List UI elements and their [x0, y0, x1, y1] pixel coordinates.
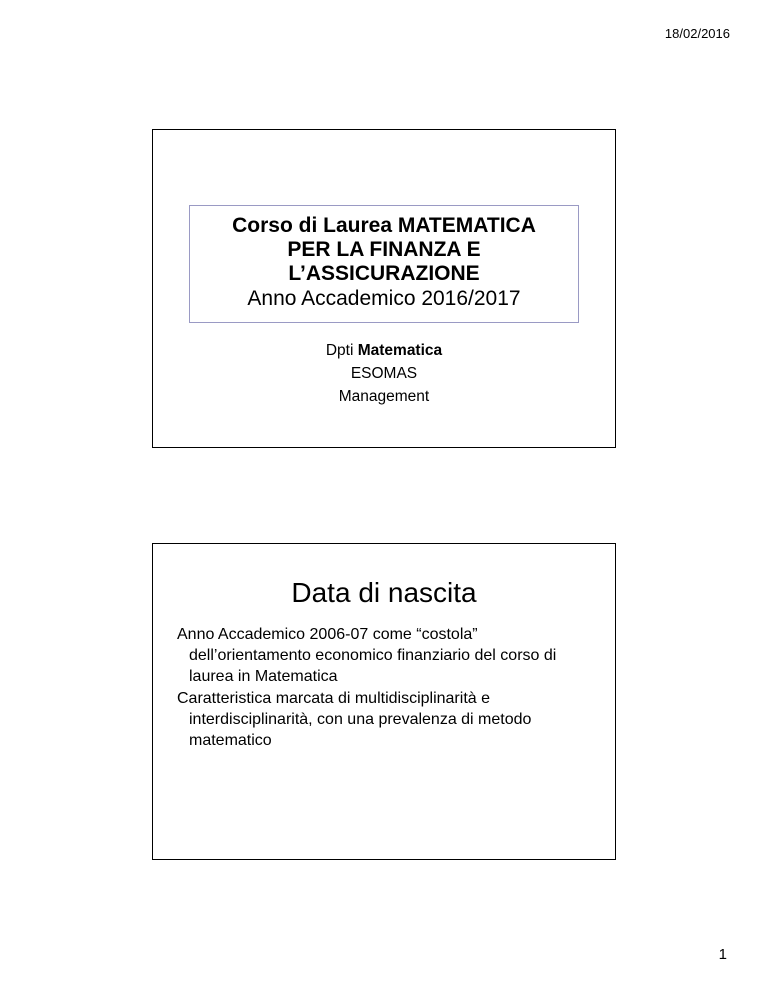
dept-prefix: Dpti — [325, 342, 358, 359]
slide-1 — [152, 129, 616, 448]
page-number: 1 — [718, 946, 727, 963]
academic-year: Anno Accademico 2016/2017 — [247, 287, 521, 310]
bullet-item: Anno Accademico 2006-07 come “costola” dell’orientamento economico finanziario del corso di laurea in Matematica — [177, 626, 557, 685]
title-line-3: L’ASSICURAZIONE — [288, 262, 480, 285]
slide-title: Data di nascita — [291, 577, 477, 608]
title-box — [189, 205, 579, 323]
title-line-1: Corso di Laurea MATEMATICA — [232, 214, 536, 237]
dept-matematica: Matematica — [357, 342, 443, 359]
bullet-item: Caratteristica marcata di multidisciplinarità e interdisciplinarità, con una prevalenza di metodo matematico — [177, 690, 532, 749]
title-line-2: PER LA FINANZA E — [287, 238, 481, 261]
bullet-list — [177, 624, 597, 752]
dept-line-1 — [153, 339, 615, 362]
dept-management: Management — [338, 388, 430, 405]
slide-2 — [152, 543, 616, 860]
dept-esomas: ESOMAS — [350, 365, 418, 382]
departments — [153, 339, 615, 408]
header-date: 18/02/2016 — [664, 26, 730, 41]
